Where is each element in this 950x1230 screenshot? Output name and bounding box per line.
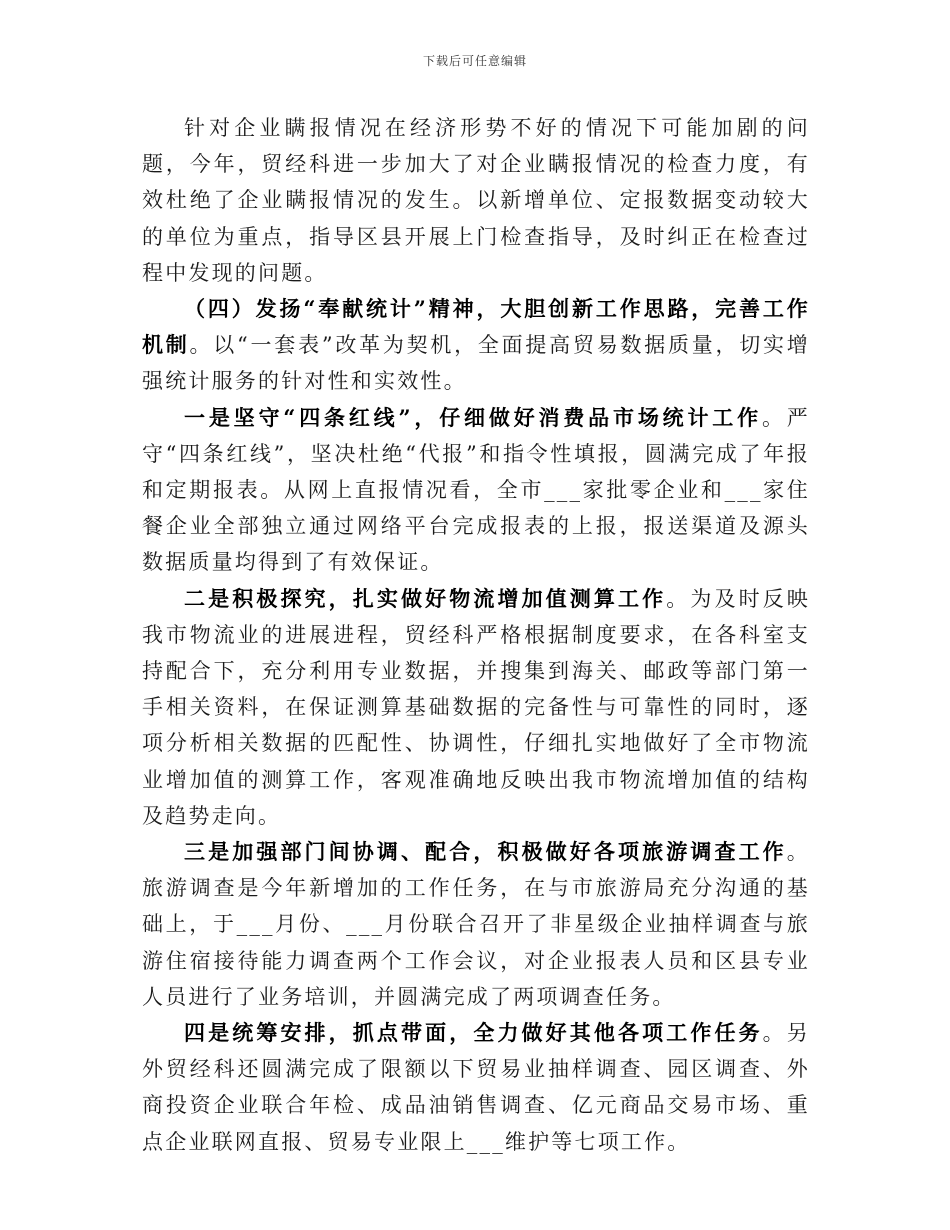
paragraph-6-text: 。另外贸经科还圆满完成了限额以下贸易业抽样调查、园区调查、外商投资企业联合年检、成品油销售调查、亿元商品交易市场、重点企业联网直报、贸易专业限上___维护等七项工作。 <box>142 1021 810 1154</box>
document-body <box>142 110 810 1160</box>
paragraph-6 <box>142 1015 810 1160</box>
paragraph-2-lead: （四）发扬“奉献统计”精神，大胆创新工作思路，完善工作机制 <box>142 296 810 358</box>
paragraph-3-text: 。严守“四条红线”，坚决杜绝“代报”和指令性填报，圆满完成了年报和定期报表。从网上直报情况看，全市___家批零企业和___家住餐企业全部独立通过网络平台完成报表的上报，报送渠道及源头数据质量均得到了有效保证。 <box>142 405 810 575</box>
paragraph-1-text: 针对企业瞒报情况在经济形势不好的情况下可能加剧的问题，今年，贸经科进一步加大了对企业瞒报情况的检查力度，有效杜绝了企业瞒报情况的发生。以新增单位、定报数据变动较大的单位为重点，指导区县开展上门检查指导，及时纠正在检查过程中发现的问题。 <box>142 116 810 285</box>
paragraph-6-lead: 四是统筹安排，抓点带面，全力做好其他各项工作任务 <box>184 1020 763 1046</box>
paragraph-2 <box>142 291 810 400</box>
paragraph-2-text: 。以“一套表”改革为契机，全面提高贸易数据质量，切实增强统计服务的针对性和实效性。 <box>142 333 810 394</box>
page-header: 下载后可任意编辑 <box>422 54 527 68</box>
paragraph-5-text: 。旅游调查是今年新增加的工作任务，在与市旅游局充分沟通的基础上，于___月份、___月份联合召开了非星级企业抽样调查与旅游住宿接待能力调查两个工作会议，对企业报表人员和区县专业人员进行了业务培训，并圆满完成了两项调查任务。 <box>142 840 810 1009</box>
paragraph-3 <box>142 400 810 581</box>
paragraph-4 <box>142 581 810 834</box>
paragraph-3-lead: 一是坚守“四条红线”，仔细做好消费品市场统计工作 <box>184 404 762 430</box>
paragraph-5-lead: 三是加强部门间协调、配合，积极做好各项旅游调查工作 <box>184 839 787 865</box>
paragraph-4-text: 。为及时反映我市物流业的进展进程，贸经科严格根据制度要求，在各科室支持配合下，充分利用专业数据，并搜集到海关、邮政等部门第一手相关资料，在保证测算基础数据的完备性与可靠性的同时，逐项分析相关数据的匹配性、协调性，仔细扎实地做好了全市物流业增加值的测算工作，客观准确地反映出我市物流增加值的结构及趋势走向。 <box>142 586 811 828</box>
paragraph-1 <box>142 110 810 291</box>
paragraph-4-lead: 二是积极探究，扎实做好物流增加值测算工作 <box>184 585 667 611</box>
paragraph-5 <box>142 834 810 1015</box>
